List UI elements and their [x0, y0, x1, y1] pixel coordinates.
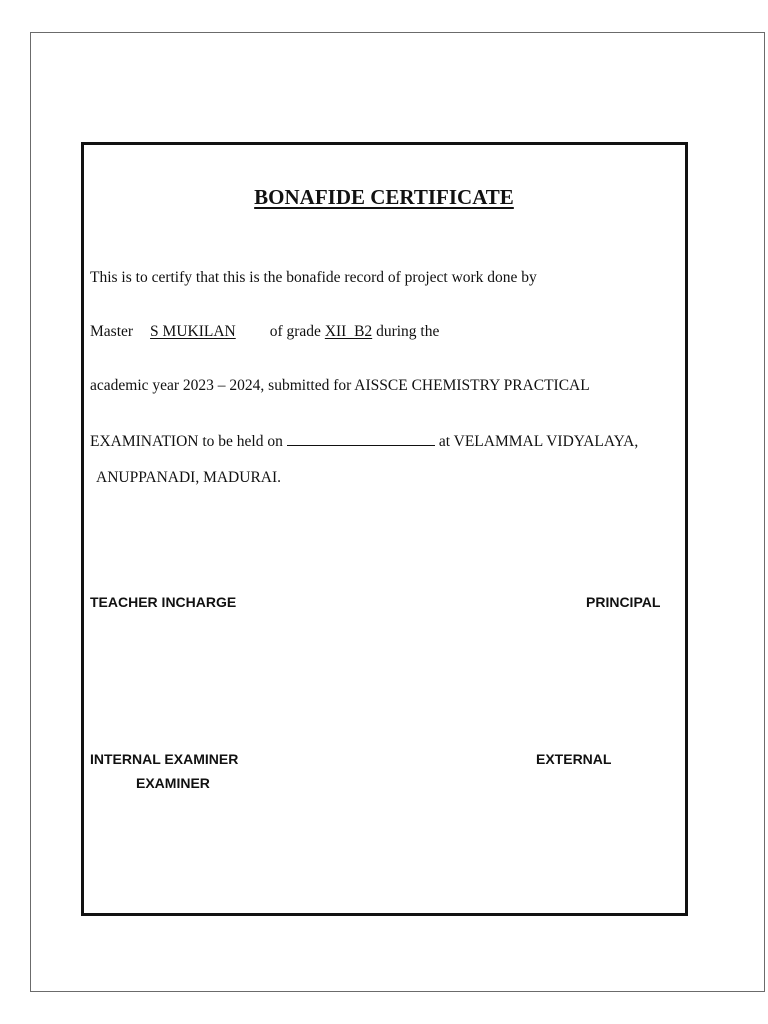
address-line: ANUPPANADI, MADURAI. [96, 469, 282, 486]
certificate-title: BONAFIDE CERTIFICATE [254, 185, 514, 209]
academic-year-line: academic year 2023 – 2024, submitted for AISSCE CHEMISTRY PRACTICAL [90, 377, 590, 394]
examination-line [90, 431, 638, 451]
certificate-border [81, 142, 688, 916]
student-name: S MUKILAN [150, 323, 236, 340]
teacher-incharge-label: TEACHER INCHARGE [90, 594, 237, 610]
principal-label: PRINCIPAL [586, 594, 661, 610]
external-examiner-label: EXTERNAL [536, 751, 612, 767]
student-line [90, 323, 439, 341]
internal-examiner-label: INTERNAL EXAMINER [90, 751, 239, 767]
grade-value: XII B2 [324, 323, 373, 340]
examination-label: EXAMINATION to be held on [90, 433, 283, 450]
certify-line: This is to certify that this is the bonafide record of project work done by [90, 269, 537, 286]
school-name: at VELAMMAL VIDYALAYA, [438, 433, 639, 450]
external-examiner-label-continued: EXAMINER [136, 775, 210, 791]
during-text: during the [376, 323, 440, 340]
grade-label: of grade [269, 323, 321, 340]
exam-date-blank [287, 431, 435, 446]
master-label: Master [90, 323, 134, 340]
